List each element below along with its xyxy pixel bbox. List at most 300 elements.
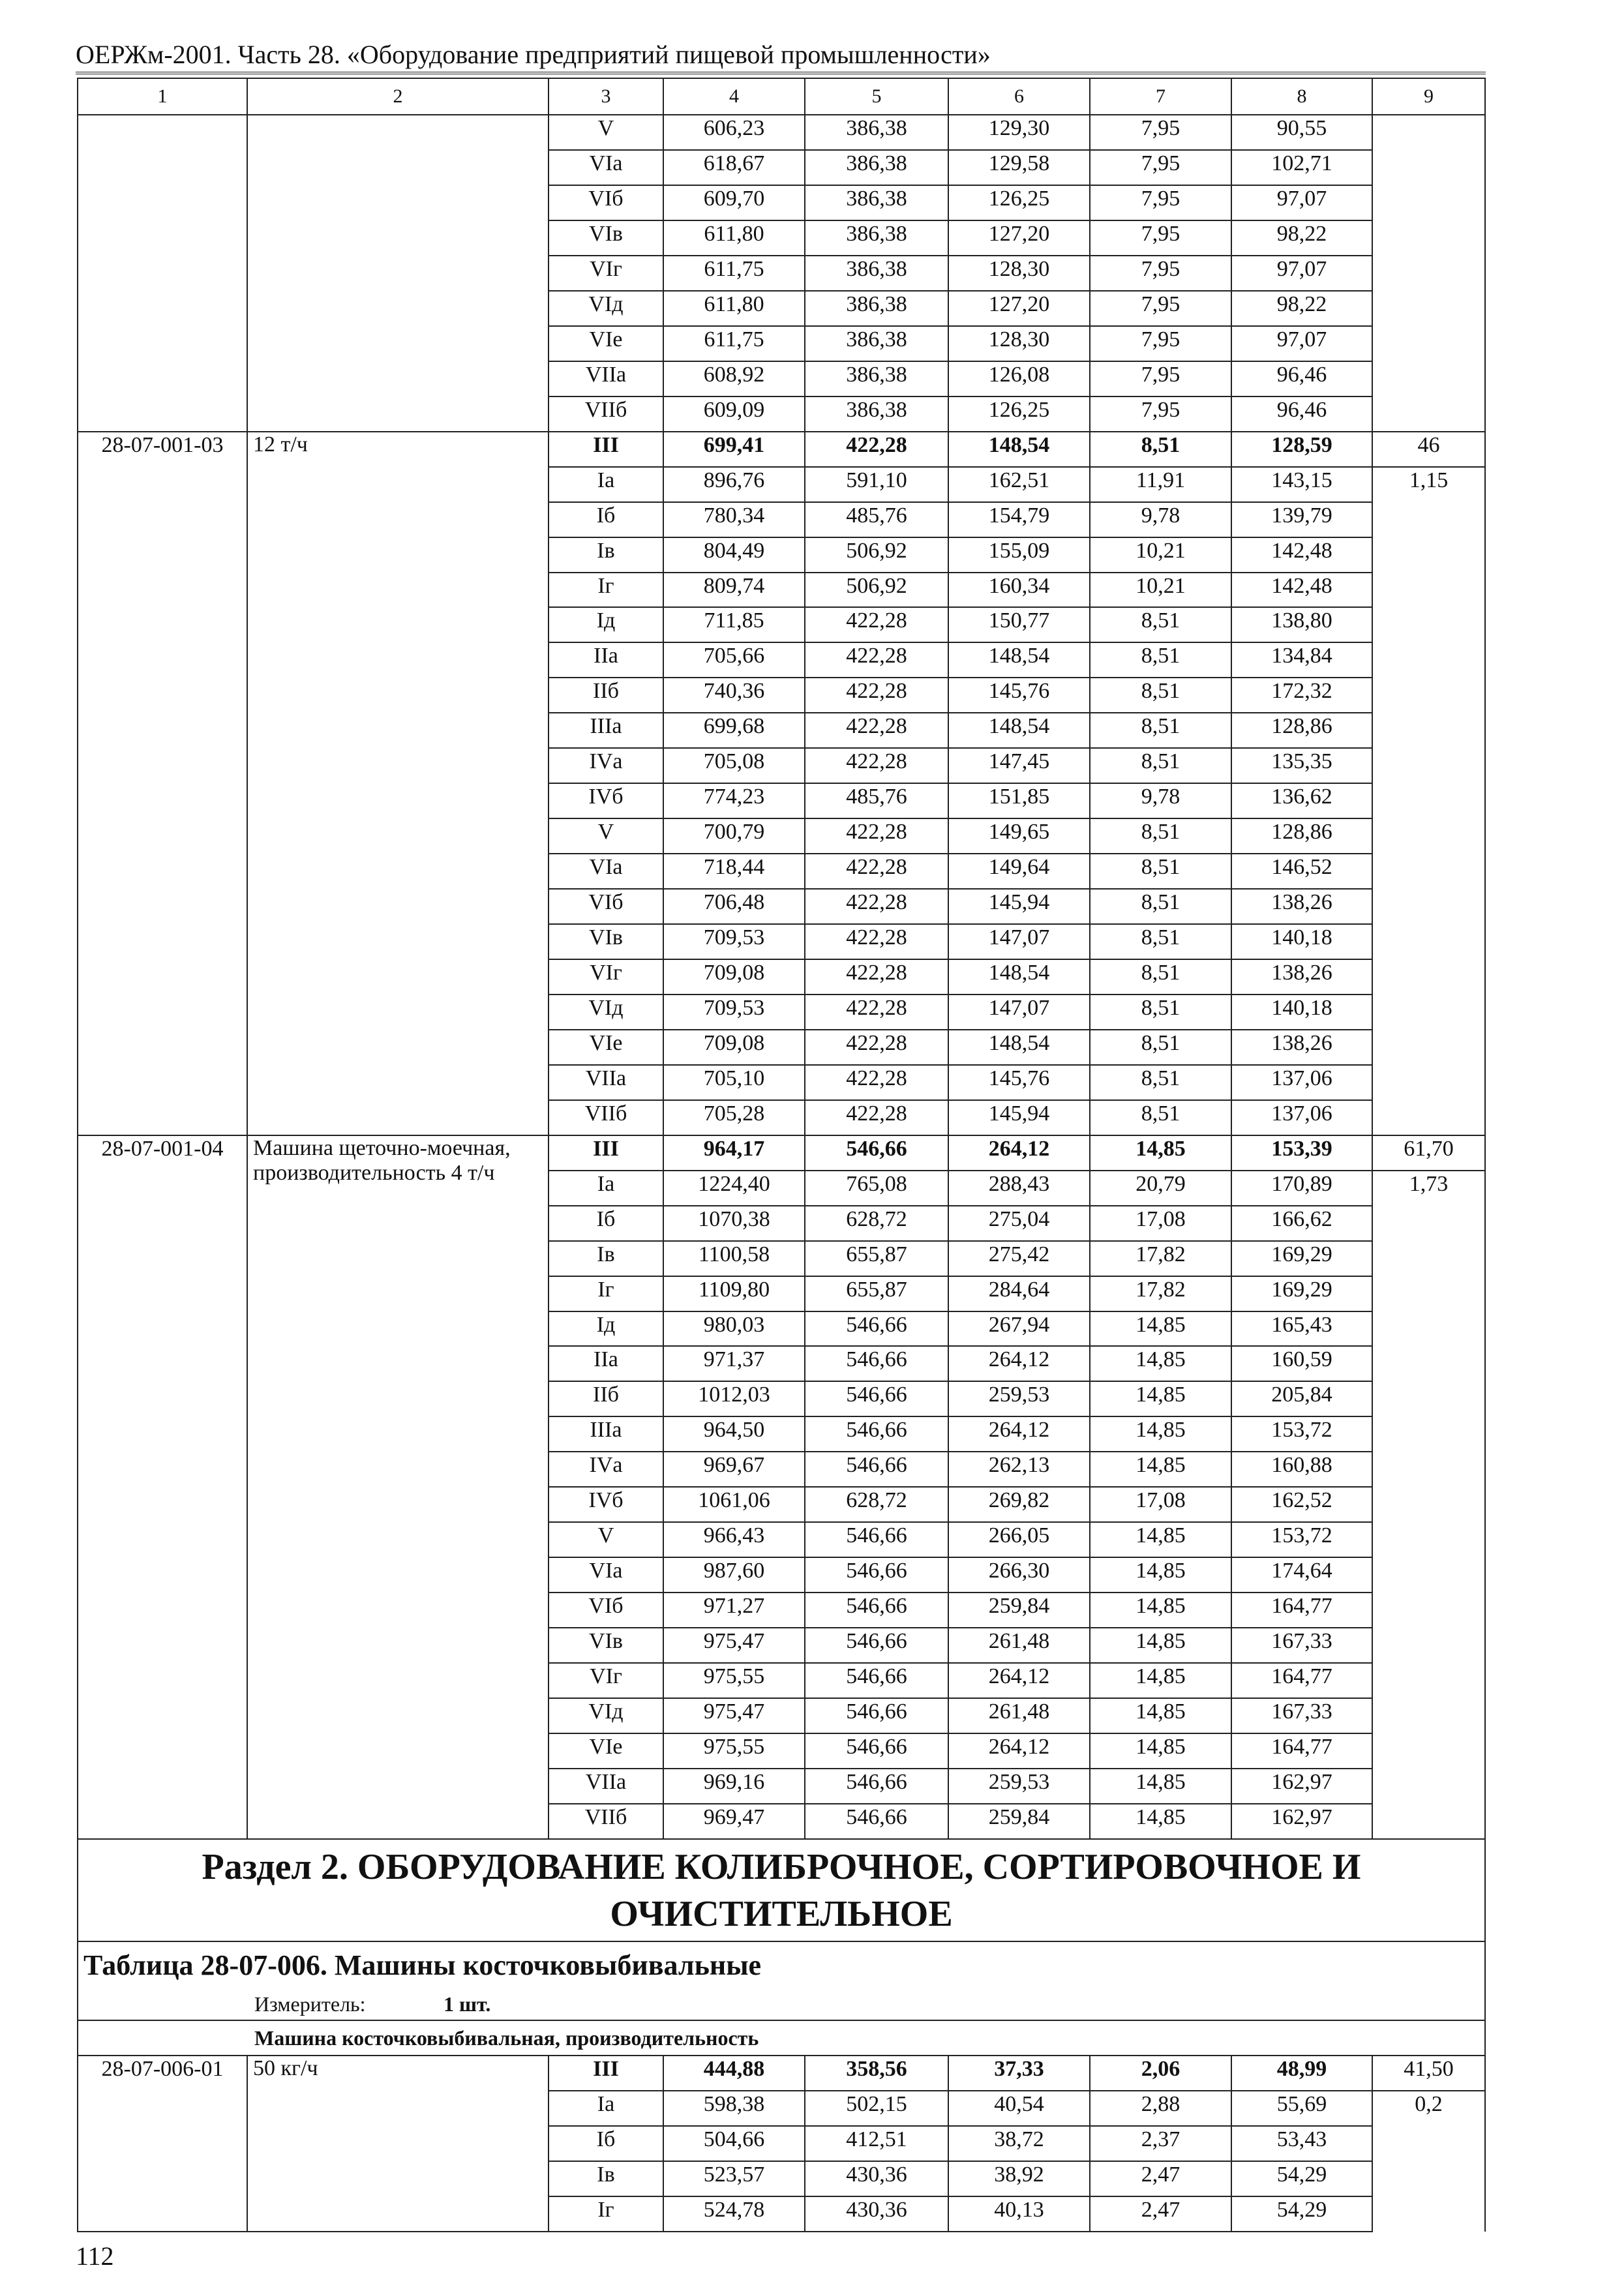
column-number: 6: [948, 78, 1090, 115]
price-zone-cell: Iв: [549, 2161, 663, 2196]
group-title: Машина косточковыбивальная, производительность: [78, 2020, 1485, 2056]
wages-cell: 485,76: [805, 502, 948, 537]
machinist-wages-cell: 14,85: [1090, 1135, 1231, 1171]
total-cost-cell: 700,79: [663, 818, 805, 854]
machinist-wages-cell: 14,85: [1090, 1733, 1231, 1769]
machine-cost-cell: 127,20: [948, 220, 1090, 256]
materials-cost-cell: 160,88: [1231, 1452, 1372, 1487]
total-cost-cell: 809,74: [663, 573, 805, 608]
total-cost-cell: 611,75: [663, 256, 805, 291]
materials-cost-cell: 137,06: [1231, 1100, 1372, 1135]
total-cost-cell: 598,38: [663, 2091, 805, 2126]
wages-cell: 422,28: [805, 748, 948, 783]
wages-cell: 546,66: [805, 1804, 948, 1839]
price-zone-cell: VIа: [549, 1557, 663, 1593]
total-cost-cell: 705,66: [663, 642, 805, 678]
name-cell: [247, 115, 549, 432]
wages-cell: 386,38: [805, 396, 948, 432]
machinist-wages-cell: 9,78: [1090, 783, 1231, 818]
wages-cell: 546,66: [805, 1135, 948, 1171]
materials-cost-cell: 205,84: [1231, 1381, 1372, 1416]
page-number: 112: [76, 2241, 114, 2271]
machinist-wages-cell: 8,51: [1090, 642, 1231, 678]
total-cost-cell: 780,34: [663, 502, 805, 537]
measure-value: 1 шт.: [444, 1992, 491, 2016]
materials-cost-cell: 55,69: [1231, 2091, 1372, 2126]
total-cost-cell: 504,66: [663, 2126, 805, 2161]
total-cost-cell: 975,47: [663, 1628, 805, 1663]
machinist-wages-cell: 10,21: [1090, 573, 1231, 608]
total-cost-cell: 1100,58: [663, 1241, 805, 1276]
materials-cost-cell: 135,35: [1231, 748, 1372, 783]
total-cost-cell: 774,23: [663, 783, 805, 818]
page-header: ОЕРЖм-2001. Часть 28. «Оборудование предприятий пищевой промышленности»: [76, 40, 991, 69]
machine-cost-cell: 262,13: [948, 1452, 1090, 1487]
total-cost-cell: 971,27: [663, 1593, 805, 1628]
materials-cost-cell: 137,06: [1231, 1065, 1372, 1100]
machine-cost-cell: 162,51: [948, 467, 1090, 502]
price-zone-cell: VIIб: [549, 1100, 663, 1135]
machinist-wages-cell: 2,37: [1090, 2126, 1231, 2161]
total-cost-cell: 611,80: [663, 291, 805, 326]
wages-cell: 386,38: [805, 220, 948, 256]
machinist-wages-cell: 17,08: [1090, 1206, 1231, 1241]
price-zone-cell: Iа: [549, 2091, 663, 2126]
materials-cost-cell: 96,46: [1231, 396, 1372, 432]
materials-cost-cell: 98,22: [1231, 220, 1372, 256]
machinist-wages-cell: 2,06: [1090, 2056, 1231, 2091]
price-zone-cell: IIIа: [549, 713, 663, 748]
materials-cost-cell: 172,32: [1231, 678, 1372, 713]
machine-cost-cell: 129,58: [948, 150, 1090, 185]
wages-cell: 386,38: [805, 361, 948, 396]
machine-cost-cell: 149,64: [948, 854, 1090, 889]
machinist-wages-cell: 7,95: [1090, 396, 1231, 432]
total-cost-cell: 975,55: [663, 1663, 805, 1698]
machinist-wages-cell: 14,85: [1090, 1557, 1231, 1593]
price-zone-cell: VIг: [549, 959, 663, 995]
machine-cost-cell: 267,94: [948, 1311, 1090, 1347]
wages-cell: 422,28: [805, 924, 948, 959]
machine-cost-cell: 259,53: [948, 1769, 1090, 1804]
price-zone-cell: IIб: [549, 1381, 663, 1416]
materials-cost-cell: 167,33: [1231, 1628, 1372, 1663]
labor-cell: 46: [1372, 432, 1485, 467]
column-number: 1: [78, 78, 247, 115]
materials-cost-cell: 142,48: [1231, 573, 1372, 608]
machine-cost-cell: 147,45: [948, 748, 1090, 783]
total-cost-cell: 705,10: [663, 1065, 805, 1100]
total-cost-cell: 609,70: [663, 185, 805, 220]
machinist-wages-cell: 14,85: [1090, 1381, 1231, 1416]
machine-cost-cell: 128,30: [948, 256, 1090, 291]
machine-cost-cell: 148,54: [948, 959, 1090, 995]
machine-cost-cell: 275,42: [948, 1241, 1090, 1276]
materials-cost-cell: 139,79: [1231, 502, 1372, 537]
wages-cell: 386,38: [805, 115, 948, 150]
wages-cell: 422,28: [805, 1100, 948, 1135]
total-cost-cell: 896,76: [663, 467, 805, 502]
wages-cell: 546,66: [805, 1381, 948, 1416]
machine-cost-cell: 148,54: [948, 432, 1090, 467]
machine-cost-cell: 155,09: [948, 537, 1090, 573]
machinist-wages-cell: 7,95: [1090, 115, 1231, 150]
column-number: 3: [549, 78, 663, 115]
price-zone-cell: VIIб: [549, 1804, 663, 1839]
total-cost-cell: 618,67: [663, 150, 805, 185]
price-zone-cell: IIб: [549, 678, 663, 713]
materials-cost-cell: 162,97: [1231, 1769, 1372, 1804]
wages-cell: 655,87: [805, 1241, 948, 1276]
materials-cost-cell: 166,62: [1231, 1206, 1372, 1241]
price-zone-cell: VIв: [549, 220, 663, 256]
total-cost-cell: 611,80: [663, 220, 805, 256]
materials-cost-cell: 170,89: [1231, 1171, 1372, 1206]
machine-cost-cell: 147,07: [948, 995, 1090, 1030]
wages-cell: 591,10: [805, 467, 948, 502]
machinist-wages-cell: 8,51: [1090, 607, 1231, 642]
price-zone-cell: VIIа: [549, 1769, 663, 1804]
price-zone-cell: IIа: [549, 1346, 663, 1381]
total-cost-cell: 523,57: [663, 2161, 805, 2196]
wages-cell: 422,28: [805, 642, 948, 678]
machine-cost-cell: 148,54: [948, 713, 1090, 748]
wages-cell: 546,66: [805, 1452, 948, 1487]
machinist-wages-cell: 14,85: [1090, 1452, 1231, 1487]
total-cost-cell: 1012,03: [663, 1381, 805, 1416]
price-zone-cell: V: [549, 1522, 663, 1557]
code-cell: [78, 115, 247, 432]
total-cost-cell: 709,08: [663, 959, 805, 995]
machine-cost-cell: 148,54: [948, 1030, 1090, 1065]
wages-cell: 506,92: [805, 537, 948, 573]
table-row: [78, 1135, 1485, 1171]
wages-cell: 546,66: [805, 1628, 948, 1663]
code-cell: 28-07-001-03: [78, 432, 247, 1135]
machinist-wages-cell: 8,51: [1090, 1100, 1231, 1135]
total-cost-cell: 524,78: [663, 2196, 805, 2232]
machinist-wages-cell: 8,51: [1090, 924, 1231, 959]
machine-cost-cell: 145,94: [948, 889, 1090, 924]
wages-cell: 506,92: [805, 573, 948, 608]
price-zone-cell: Iа: [549, 467, 663, 502]
total-cost-cell: 975,55: [663, 1733, 805, 1769]
price-zone-cell: VIIа: [549, 1065, 663, 1100]
machinist-wages-cell: 14,85: [1090, 1663, 1231, 1698]
price-zone-cell: III: [549, 1135, 663, 1171]
total-cost-cell: 611,75: [663, 326, 805, 361]
machine-cost-cell: 129,30: [948, 115, 1090, 150]
total-cost-cell: 964,50: [663, 1416, 805, 1452]
machine-cost-cell: 269,82: [948, 1487, 1090, 1522]
total-cost-cell: 1224,40: [663, 1171, 805, 1206]
machinist-wages-cell: 8,51: [1090, 995, 1231, 1030]
materials-cost-cell: 138,26: [1231, 889, 1372, 924]
total-cost-cell: 609,09: [663, 396, 805, 432]
machine-cost-cell: 150,77: [948, 607, 1090, 642]
table-row: [78, 2056, 1485, 2091]
total-cost-cell: 706,48: [663, 889, 805, 924]
column-number: 9: [1372, 78, 1485, 115]
machine-cost-cell: 127,20: [948, 291, 1090, 326]
price-zone-cell: VIб: [549, 185, 663, 220]
wages-cell: 546,66: [805, 1416, 948, 1452]
total-cost-cell: 969,47: [663, 1804, 805, 1839]
total-cost-cell: 444,88: [663, 2056, 805, 2091]
materials-cost-cell: 162,52: [1231, 1487, 1372, 1522]
materials-cost-cell: 136,62: [1231, 783, 1372, 818]
machine-cost-cell: 151,85: [948, 783, 1090, 818]
wages-cell: 422,28: [805, 854, 948, 889]
wages-cell: 430,36: [805, 2161, 948, 2196]
wages-cell: 765,08: [805, 1171, 948, 1206]
machine-cost-cell: 284,64: [948, 1276, 1090, 1311]
materials-cost-cell: 98,22: [1231, 291, 1372, 326]
materials-cost-cell: 102,71: [1231, 150, 1372, 185]
column-number-row: [78, 78, 1485, 115]
materials-cost-cell: 96,46: [1231, 361, 1372, 396]
machine-cost-cell: 147,07: [948, 924, 1090, 959]
wages-cell: 546,66: [805, 1769, 948, 1804]
price-zone-cell: Iб: [549, 1206, 663, 1241]
machinist-wages-cell: 2,88: [1090, 2091, 1231, 2126]
price-zone-cell: Iа: [549, 1171, 663, 1206]
machine-cost-cell: 259,84: [948, 1593, 1090, 1628]
machinist-wages-cell: 14,85: [1090, 1311, 1231, 1347]
machinist-wages-cell: 14,85: [1090, 1804, 1231, 1839]
price-zone-cell: Iв: [549, 537, 663, 573]
machine-cost-cell: 160,34: [948, 573, 1090, 608]
column-number: 2: [247, 78, 549, 115]
wages-cell: 412,51: [805, 2126, 948, 2161]
wages-cell: 422,28: [805, 1030, 948, 1065]
machine-cost-cell: 264,12: [948, 1346, 1090, 1381]
wages-cell: 546,66: [805, 1346, 948, 1381]
machine-cost-cell: 126,25: [948, 396, 1090, 432]
machinist-wages-cell: 14,85: [1090, 1593, 1231, 1628]
total-cost-cell: 987,60: [663, 1557, 805, 1593]
total-cost-cell: 709,53: [663, 995, 805, 1030]
price-zone-cell: VIб: [549, 1593, 663, 1628]
machine-cost-cell: 37,33: [948, 2056, 1090, 2091]
column-number: 4: [663, 78, 805, 115]
name-cell: 12 т/ч: [247, 432, 549, 1135]
price-zone-cell: III: [549, 2056, 663, 2091]
materials-cost-cell: 97,07: [1231, 326, 1372, 361]
wages-cell: 546,66: [805, 1663, 948, 1698]
machine-cost-cell: 266,30: [948, 1557, 1090, 1593]
machine-cost-cell: 145,76: [948, 678, 1090, 713]
machinist-wages-cell: 8,51: [1090, 889, 1231, 924]
machinist-wages-cell: 8,51: [1090, 854, 1231, 889]
machine-cost-cell: 259,53: [948, 1381, 1090, 1416]
machine-cost-cell: 264,12: [948, 1663, 1090, 1698]
measure-label: Измеритель:: [254, 1992, 366, 2016]
table-title: Таблица 28-07-006. Машины косточковыбивальные: [78, 1941, 1485, 1988]
materials-cost-cell: 138,26: [1231, 1030, 1372, 1065]
materials-cost-cell: 134,84: [1231, 642, 1372, 678]
wages-cell: 546,66: [805, 1593, 948, 1628]
wages-cell: 485,76: [805, 783, 948, 818]
machine-cost-cell: 261,48: [948, 1628, 1090, 1663]
wages-cell: 546,66: [805, 1557, 948, 1593]
machinist-wages-cell: 8,51: [1090, 713, 1231, 748]
price-zone-cell: Iб: [549, 502, 663, 537]
total-cost-cell: 709,53: [663, 924, 805, 959]
materials-cost-cell: 90,55: [1231, 115, 1372, 150]
wages-cell: 628,72: [805, 1487, 948, 1522]
machinist-wages-cell: 7,95: [1090, 150, 1231, 185]
machinist-wages-cell: 8,51: [1090, 678, 1231, 713]
machinist-wages-cell: 8,51: [1090, 1030, 1231, 1065]
total-cost-cell: 699,41: [663, 432, 805, 467]
price-zone-cell: VIг: [549, 256, 663, 291]
price-zone-cell: V: [549, 115, 663, 150]
wages-cell: 386,38: [805, 326, 948, 361]
group-row: [78, 2020, 1485, 2056]
materials-cost-cell: 128,59: [1231, 432, 1372, 467]
table-row: [78, 115, 1485, 150]
column-number: 7: [1090, 78, 1231, 115]
total-cost-cell: 606,23: [663, 115, 805, 150]
name-cell: Машина щеточно-моечная, производительность 4 т/ч: [247, 1135, 549, 1839]
materials-cost-cell: 142,48: [1231, 537, 1372, 573]
wages-cell: 386,38: [805, 150, 948, 185]
machine-cost-cell: 149,65: [948, 818, 1090, 854]
measure-cell: [78, 1989, 1485, 2021]
machine-cost-cell: 38,92: [948, 2161, 1090, 2196]
wages-cell: 422,28: [805, 995, 948, 1030]
wages-cell: 422,28: [805, 889, 948, 924]
machinist-wages-cell: 14,85: [1090, 1416, 1231, 1452]
total-cost-cell: 1109,80: [663, 1276, 805, 1311]
machinist-wages-cell: 11,91: [1090, 467, 1231, 502]
machinist-wages-cell: 7,95: [1090, 220, 1231, 256]
price-zone-cell: VIе: [549, 1030, 663, 1065]
price-zone-cell: IIа: [549, 642, 663, 678]
materials-cost-cell: 140,18: [1231, 995, 1372, 1030]
total-cost-cell: 964,17: [663, 1135, 805, 1171]
materials-cost-cell: 165,43: [1231, 1311, 1372, 1347]
price-zone-cell: V: [549, 818, 663, 854]
machinist-wages-cell: 7,95: [1090, 185, 1231, 220]
materials-cost-cell: 97,07: [1231, 256, 1372, 291]
machinist-wages-cell: 7,95: [1090, 361, 1231, 396]
labor-cell: [1372, 115, 1485, 432]
price-zone-cell: IVа: [549, 1452, 663, 1487]
machine-cost-cell: 264,12: [948, 1135, 1090, 1171]
machinist-wages-cell: 8,51: [1090, 818, 1231, 854]
machinist-wages-cell: 2,47: [1090, 2196, 1231, 2232]
machine-cost-cell: 40,54: [948, 2091, 1090, 2126]
materials-cost-cell: 174,64: [1231, 1557, 1372, 1593]
materials-cost-cell: 169,29: [1231, 1276, 1372, 1311]
name-cell: 50 кг/ч: [247, 2056, 549, 2232]
price-zone-cell: VIIа: [549, 361, 663, 396]
materials-cost-cell: 48,99: [1231, 2056, 1372, 2091]
price-zone-cell: VIб: [549, 889, 663, 924]
machinist-wages-cell: 14,85: [1090, 1698, 1231, 1733]
materials-cost-cell: 138,80: [1231, 607, 1372, 642]
header-rule: [76, 72, 1486, 74]
materials-cost-cell: 97,07: [1231, 185, 1372, 220]
wages-cell: 422,28: [805, 1065, 948, 1100]
price-zone-cell: VIа: [549, 854, 663, 889]
machinist-wages-cell: 7,95: [1090, 291, 1231, 326]
machine-cost-cell: 154,79: [948, 502, 1090, 537]
materials-cost-cell: 164,77: [1231, 1593, 1372, 1628]
machine-cost-cell: 259,84: [948, 1804, 1090, 1839]
price-zone-cell: VIе: [549, 1733, 663, 1769]
price-zone-cell: VIд: [549, 291, 663, 326]
materials-cost-cell: 167,33: [1231, 1698, 1372, 1733]
wages-cell: 502,15: [805, 2091, 948, 2126]
wages-cell: 422,28: [805, 818, 948, 854]
wages-cell: 422,28: [805, 713, 948, 748]
price-zone-cell: Iб: [549, 2126, 663, 2161]
machine-cost-cell: 275,04: [948, 1206, 1090, 1241]
table-title-row: [78, 1941, 1485, 1988]
table-row: [78, 432, 1485, 467]
total-cost-cell: 699,68: [663, 713, 805, 748]
total-cost-cell: 705,08: [663, 748, 805, 783]
price-zone-cell: Iд: [549, 1311, 663, 1347]
total-cost-cell: 969,67: [663, 1452, 805, 1487]
price-zone-cell: VIв: [549, 924, 663, 959]
materials-cost-cell: 169,29: [1231, 1241, 1372, 1276]
section-title: Раздел 2. ОБОРУДОВАНИЕ КОЛИБРОЧНОЕ, СОРТИРОВОЧНОЕ И ОЧИСТИТЕЛЬНОЕ: [78, 1839, 1485, 1942]
machinist-wages-cell: 14,85: [1090, 1346, 1231, 1381]
wages-cell: 430,36: [805, 2196, 948, 2232]
machinist-wages-cell: 9,78: [1090, 502, 1231, 537]
wages-cell: 422,28: [805, 959, 948, 995]
wages-cell: 386,38: [805, 291, 948, 326]
materials-cost-cell: 162,97: [1231, 1804, 1372, 1839]
machinist-labor-cell: 0,2: [1372, 2091, 1485, 2232]
materials-cost-cell: 160,59: [1231, 1346, 1372, 1381]
materials-cost-cell: 140,18: [1231, 924, 1372, 959]
materials-cost-cell: 146,52: [1231, 854, 1372, 889]
price-zone-cell: VIа: [549, 150, 663, 185]
materials-cost-cell: 153,72: [1231, 1522, 1372, 1557]
wages-cell: 358,56: [805, 2056, 948, 2091]
machinist-wages-cell: 17,82: [1090, 1276, 1231, 1311]
labor-cell: 61,70: [1372, 1135, 1485, 1171]
materials-cost-cell: 128,86: [1231, 818, 1372, 854]
machinist-wages-cell: 20,79: [1090, 1171, 1231, 1206]
machine-cost-cell: 40,13: [948, 2196, 1090, 2232]
machinist-wages-cell: 8,51: [1090, 748, 1231, 783]
labor-cell: 41,50: [1372, 2056, 1485, 2091]
section-row: [78, 1839, 1485, 1942]
total-cost-cell: 971,37: [663, 1346, 805, 1381]
machine-cost-cell: 264,12: [948, 1733, 1090, 1769]
machine-cost-cell: 38,72: [948, 2126, 1090, 2161]
machinist-wages-cell: 8,51: [1090, 959, 1231, 995]
machine-cost-cell: 148,54: [948, 642, 1090, 678]
machine-cost-cell: 126,25: [948, 185, 1090, 220]
materials-cost-cell: 164,77: [1231, 1733, 1372, 1769]
wages-cell: 422,28: [805, 678, 948, 713]
price-table: [77, 78, 1486, 2232]
wages-cell: 422,28: [805, 607, 948, 642]
machinist-labor-cell: 1,15: [1372, 467, 1485, 1135]
machinist-wages-cell: 17,82: [1090, 1241, 1231, 1276]
machinist-wages-cell: 14,85: [1090, 1769, 1231, 1804]
price-zone-cell: IVб: [549, 1487, 663, 1522]
materials-cost-cell: 153,39: [1231, 1135, 1372, 1171]
wages-cell: 546,66: [805, 1733, 948, 1769]
